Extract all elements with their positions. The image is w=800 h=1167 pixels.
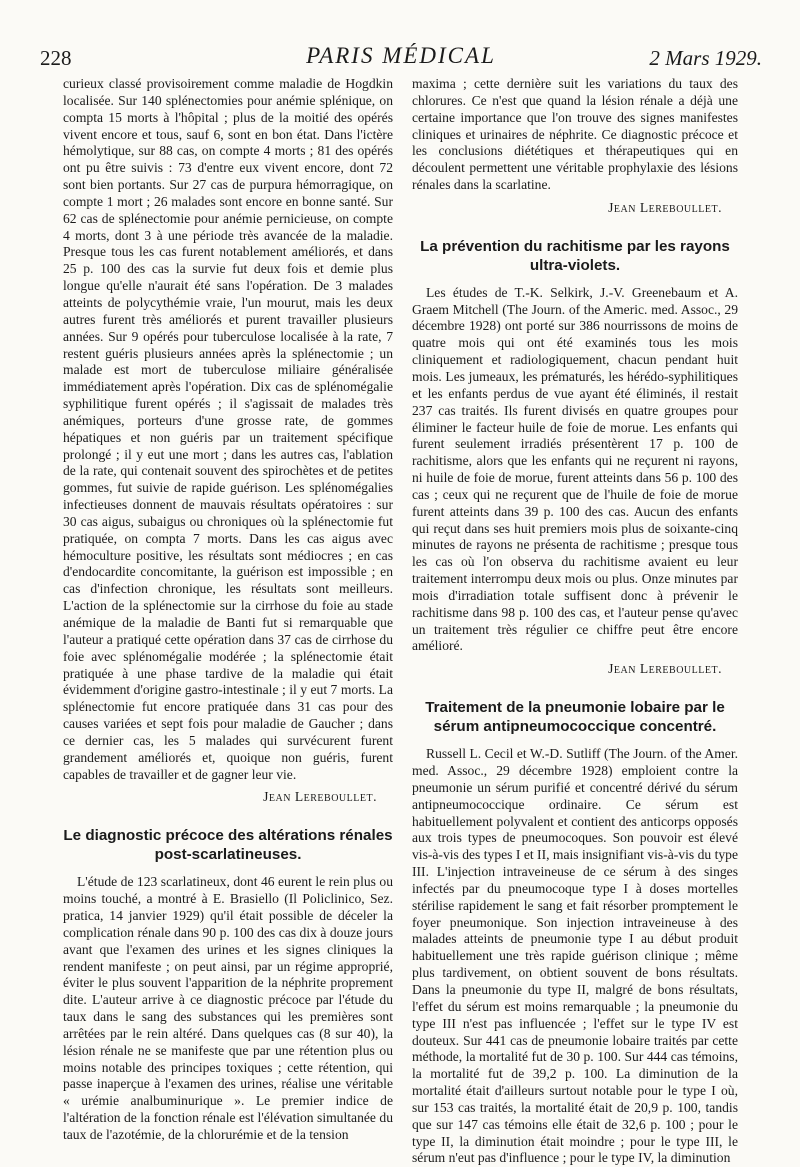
page-number: 228 xyxy=(40,46,72,70)
left-column xyxy=(63,76,393,1144)
page-header xyxy=(40,38,762,78)
author-signature: Jean Lereboullet. xyxy=(608,661,722,677)
article-continuation: maxima ; cette dernière suit les variations du taux des chlorures. Ce n'est que quand la lésion rénale a déjà une certaine importance que l'on trouve des signes manifestes cliniques et urinaires de néphrite. Ce diagnostic précoce et les conclusions diététiques et thérapeutiques qui en découlent permettent une véritable prophylaxie des lésions rénales dans la scarlatine. xyxy=(412,76,738,193)
article-body: Les études de T.-K. Selkirk, J.-V. Greenebaum et A. Graem Mitchell (The Journ. of the Americ. med. Assoc., 29 décembre 1928) ont porté sur 386 nourrissons de moins de quatre mois qui ont été examinés tous les mois cliniquement et radiologiquement, chacun pendant huit mois. Les jumeaux, les prématurés, les hérédo-syphilitiques et les enfants perdus de vue ayant été éliminés, il restait 237 cas traités. Ils furent divisés en quatre groupes pour éliminer le facteur huile de foie de morue. Les enfants qui furent seulement irradiés présentèrent 17 p. 100 de rachitisme, alors que les enfants qui ne reçurent ni rayons, ni huile de foie de morue, furent atteints dans 56 p. 100 des cas ; ceux qui ne reçurent que de l'huile de foie de morue furent atteints dans 39 p. 100 des cas. Aucun des enfants qui reçut dans ses huit premiers mois plus de soixante-cinq minutes de rayons ne présenta de rachitisme ; presque tous les cas où l'on observa du rachitisme avaient eu leur traitement interrompu deux mois ou plus. Onze minutes par mois d'irradiation totale suffisent donc à prévenir le rachitisme dans 98 p. 100 des cas, et l'auteur pense qu'avec un traitement très régulier ce chiffre peut être encore amélioré. xyxy=(412,284,738,654)
author-signature: Jean Lereboullet. xyxy=(263,789,377,805)
journal-title: PARIS MÉDICAL xyxy=(306,43,496,68)
article-heading: Traitement de la pneumonie lobaire par le sérum antipneumococcique concentré. xyxy=(425,699,725,736)
article-body: Russell L. Cecil et W.-D. Sutliff (The Journ. of the Amer. med. Assoc., 29 décembre 1928) emploient contre la pneumonie un sérum purifié et concentré dérivé du sérum antipneumococcique ordinaire. Ce sérum est habituellement polyvalent et contient des anticorps opposés aux trois types de pneumocoques. Son pouvoir est élevé vis-à-vis des types I et II, mais insignifiant vis-à-vis du type III. L'injection intraveineuse de ce sérum à des singes infectés par du pneumocoque type I à doses mortelles stérilise rapidement le sang et fait résorber promptement le foyer pneumonique. Son injection intraveineuse à des malades atteints de pneumonie type I au début produit habituellement une très rapide guérison clinique ; même plus tardivement, on obtient souvent de bons résultats. Dans la pneumonie du type II, malgré de bons résultats, l'effet du sérum est moins remarquable ; la pneumonie du type III n'est pas influencée ; l'effet sur le type IV est douteux. Sur 441 cas de pneumonie lobaire traités par cette méthode, la mortalité fut de 30 p. 100. Sur 444 cas témoins, la mortalité fut de 39,2 p. 100. La diminution de la mortalité était d'ailleurs surtout notable pour le type I où, sur 153 cas traités, la mortalité était de 20,9 p. 100, tandis que sur 147 cas témoins elle était de 32,6 p. 100 ; pour le type II, la diminution était moindre ; pour le type III, le sérum n'eut pas d'influence ; pour le type IV, la diminution xyxy=(412,746,738,1166)
right-column xyxy=(412,76,738,1167)
article-body: L'étude de 123 scarlatineux, dont 46 eurent le rein plus ou moins touché, a montré à E. Brasiello (Il Policlinico, Sez. pratica, 14 janvier 1929) qu'il était possible de déceler la complication rénale dans 90 p. 100 des cas dix à douze jours avant que l'examen des urines et les signes cliniques la rendent manifeste ; on peut ainsi, par un régime approprié, éviter le plus souvent l'apparition de la néphrite proprement dite. L'auteur arrive à ce diagnostic précoce par l'étude du taux dans le sang des substances qui les premières sont arrêtées par le rein altéré. Dans quelques cas (8 sur 40), la lésion rénale ne se manifeste que par une rétention plus ou moins notable des principes toxiques ; cette rétention, qui passe inaperçue à l'examen des urines, réalise une véritable « urémie analbuminurique ». Le premier indice de l'altération de la fonction rénale est l'élévation simultanée du taux de l'azotémie, de la chlorurémie et de la tension xyxy=(63,874,393,1142)
article-heading: Le diagnostic précoce des altérations rénales post-scarlatineuses. xyxy=(63,827,393,864)
issue-date: 2 Mars 1929. xyxy=(649,46,762,70)
article-heading: La prévention du rachitisme par les rayons ultra-violets. xyxy=(420,237,730,274)
author-signature: Jean Lereboullet. xyxy=(608,199,722,215)
article-continuation: curieux classé provisoirement comme maladie de Hogdkin localisée. Sur 140 splénectomies pour anémie splénique, on compta 15 morts à l'hôpital ; plus de la moitié des opérés vivent encore et tous, sauf 6, sont en bon état. Dans l'ictère hémolytique, sur 88 cas, on compte 4 morts ; 81 des opérés ont pu être suivis : 73 d'entre eux vivent encore, dont 72 sont bien portants. Sur 27 cas de purpura hémorragique, on compte 1 mort ; 26 malades sont encore en bonne santé. Sur 62 cas de splénectomie pour anémie pernicieuse, on compte 4 morts, dont 3 à une période très avancée de la maladie. Presque tous les cas furent notablement améliorés, et dans 25 p. 100 des cas la survie fut deux fois et demie plus longue qu'elle n'aurait été sans l'opération. De 3 malades atteints de polycythémie vraie, l'un mourut, mais les deux autres furent très améliorés et purent travailler plusieurs années. Sur 9 opérés pour tuberculose localisée à la rate, 7 restent guéris plusieurs années après la splénectomie ; un malade est mort de tuberculose miliaire généralisée immédiatement après l'opération. Dix cas de splénomégalie syphilitique furent opérés ; il s'agissait de malades très anémiques, porteurs d'une grosse rate, de gommes hépatiques et non guéris par un traitement spécifique prolongé ; il y eut une mort ; dans les autres cas, l'ablation de la rate, qui contenait souvent des spirochètes et de petites gommes, fut suivie de rapide guérison. Les splénomégalies infectieuses donnent de mauvais résultats opératoires : sur 30 cas aigus, subaigus ou chroniques où la splénectomie fut pratiquée, on compta 7 morts. Dans les cas aigus avec hémoculture positive, les résultats sont médiocres ; en cas d'endocardite concomitante, la guérison est impossible ; en cas d'infection chronique, les résultats sont meilleurs. L'action de la splénectomie sur la cirrhose du foie au stade anémique de la maladie de Banti fut si remarquable que l'auteur a pratiqué cette opération dans 37 cas de cirrhose du foie avec splénomégalie modérée ; la splénectomie était pratiquée à une phase tardive de la maladie qui était évidemment d'origine gastro-intestinale ; il y eut 7 morts. La splénectomie fut encore pratiquée dans 31 cas pour des causes variées et sept fois pour maladie de Gaucher ; dans ce dernier cas, les 5 malades qui survécurent furent grandement améliorés et, quoique non guéris, furent capables de travailler et de gagner leur vie. xyxy=(63,76,393,782)
